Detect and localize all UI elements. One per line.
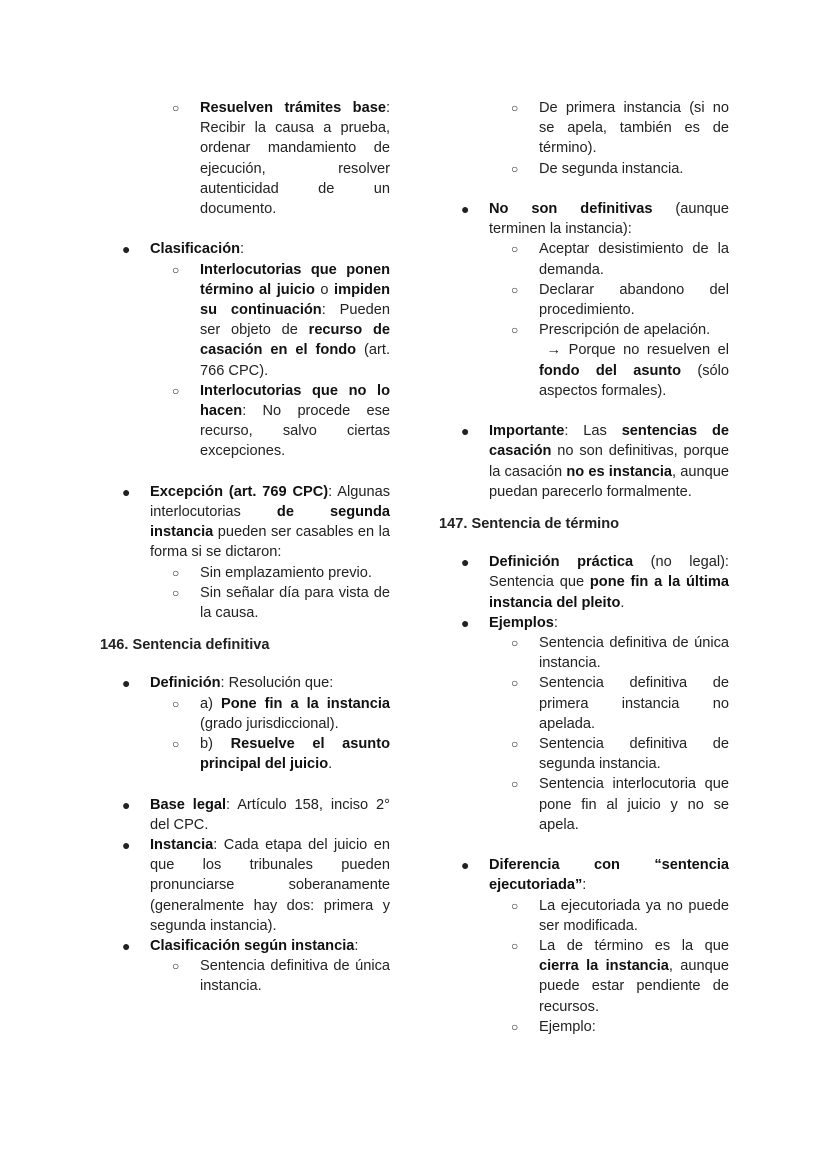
- hollow-bullet-icon: ○: [172, 696, 180, 711]
- bullet-icon: ●: [122, 837, 131, 854]
- hollow-bullet-icon: ○: [511, 101, 519, 115]
- list-item-diferencia: ● Diferencia con “sentencia ejecutoriada”:: [461, 857, 729, 894]
- list-item-definicion: ● Definición: Resolución que:: [100, 673, 390, 693]
- hollow-bullet-icon: ○: [511, 242, 519, 257]
- section-heading-146: 146. Sentencia definitiva: [100, 637, 270, 654]
- hollow-bullet-icon: ○: [511, 161, 519, 176]
- hollow-bullet-icon: ○: [511, 676, 519, 691]
- hollow-bullet-icon: ○: [511, 898, 519, 913]
- list-item: ○ Aceptar desistimiento de la demanda.: [511, 241, 729, 278]
- bullet-icon: ●: [461, 423, 470, 440]
- hollow-bullet-icon: ○: [511, 636, 519, 651]
- arrow-right-icon: →: [546, 342, 562, 359]
- bullet-icon: ●: [461, 857, 470, 874]
- list-item: ○ Ejemplo:: [439, 1017, 729, 1037]
- list-item-clasificacion: ● Clasificación:: [100, 239, 390, 259]
- list-item-ejemplos: ● Ejemplos:: [439, 613, 729, 633]
- list-item: ○ La de término es la que cierra la instancia, aunque puede estar pendiente de recursos.: [511, 938, 729, 1015]
- left-column: [100, 98, 390, 997]
- list-item: ○ Sentencia definitiva de única instancia.: [172, 958, 390, 995]
- list-item: ○ Sin señalar día para vista de la causa.: [172, 584, 390, 622]
- list-item-base-legal: ● Base legal: Artículo 158, inciso 2° del CPC.: [122, 796, 391, 833]
- list-item-excepcion: ● Excepción (art. 769 CPC): Algunas interlocutorias de segunda instancia pueden ser casables en la forma si se dictaron:: [122, 483, 390, 561]
- list-item: ○ b) Resuelve el asunto principal del juicio.: [172, 736, 390, 773]
- list-item: ○ La ejecutoriada ya no puede ser modificada.: [511, 897, 729, 934]
- list-item: ○ Sentencia definitiva de segunda instancia.: [511, 736, 729, 773]
- list-item-clasificacion-instancia: ● Clasificación según instancia:: [100, 936, 390, 956]
- list-item-definicion-practica: ● Definición práctica (no legal): Sentencia que pone fin a la última instancia del pleito.: [461, 554, 729, 611]
- bullet-icon: ●: [122, 483, 131, 500]
- bullet-icon: ●: [122, 938, 131, 955]
- hollow-bullet-icon: ○: [511, 737, 519, 752]
- hollow-bullet-icon: ○: [511, 323, 519, 338]
- list-item: ○ Interlocutorias que ponen término al juicio o impiden su continuación: Pueden ser objeto de recurso de casación en el fondo (art. 766 CPC).: [172, 261, 391, 379]
- right-column: [439, 98, 729, 1037]
- list-item: ○ De primera instancia (si no se apela, también es de término).: [511, 100, 729, 157]
- hollow-bullet-icon: ○: [172, 101, 180, 115]
- bullet-icon: ●: [122, 241, 131, 258]
- hollow-bullet-icon: ○: [172, 262, 180, 277]
- hollow-bullet-icon: ○: [511, 1019, 519, 1034]
- bullet-icon: ●: [461, 554, 470, 571]
- hollow-bullet-icon: ○: [172, 959, 180, 974]
- hollow-bullet-icon: ○: [172, 565, 180, 580]
- list-item: ○ Resuelven trámites base: Recibir la causa a prueba, ordenar mandamiento de ejecución, resolver autenticidad de un documento.: [172, 100, 390, 218]
- list-item-no-definitivas: ● No son definitivas (aunque terminen la instancia):: [461, 201, 729, 238]
- hollow-bullet-icon: ○: [172, 585, 180, 600]
- bullet-icon: ●: [122, 675, 131, 692]
- bullet-icon: ●: [122, 796, 131, 813]
- list-item: ○ a) Pone fin a la instancia (grado jurisdiccional).: [172, 695, 390, 732]
- hollow-bullet-icon: ○: [511, 939, 519, 954]
- list-item: ○ Declarar abandono del procedimiento.: [511, 281, 729, 319]
- list-item: ○ Interlocutorias que no lo hacen: No procede ese recurso, salvo ciertas excepciones.: [172, 382, 390, 460]
- list-item: ○ De segunda instancia.: [439, 159, 729, 179]
- bullet-icon: ●: [461, 201, 470, 217]
- hollow-bullet-icon: ○: [511, 777, 519, 792]
- hollow-bullet-icon: ○: [172, 737, 180, 752]
- list-item-importante: ● Importante: Las sentencias de casación no son definitivas, porque la casación no es instancia, aunque puedan parecerlo formalmente.: [461, 423, 730, 500]
- hollow-bullet-icon: ○: [172, 383, 180, 398]
- list-item: ○ Sentencia definitiva de primera instancia no apelada.: [511, 675, 729, 732]
- list-item: ○ Sentencia interlocutoria que pone fin al juicio y no se apela.: [511, 776, 729, 833]
- list-item-instancia: ● Instancia: Cada etapa del juicio en que los tribunales pueden pronunciarse soberanamente (generalmente hay dos: primera y segunda instancia).: [122, 837, 390, 934]
- list-item: ○ Sentencia definitiva de única instancia.: [511, 635, 729, 672]
- hollow-bullet-icon: ○: [511, 282, 519, 297]
- list-item: ○ Sin emplazamiento previo.: [100, 563, 390, 583]
- list-item: ○ Prescripción de apelación. → Porque no resuelven el fondo del asunto (sólo aspectos formales).: [511, 322, 729, 399]
- section-heading-147: 147. Sentencia de término: [439, 516, 620, 533]
- bullet-icon: ●: [461, 614, 470, 631]
